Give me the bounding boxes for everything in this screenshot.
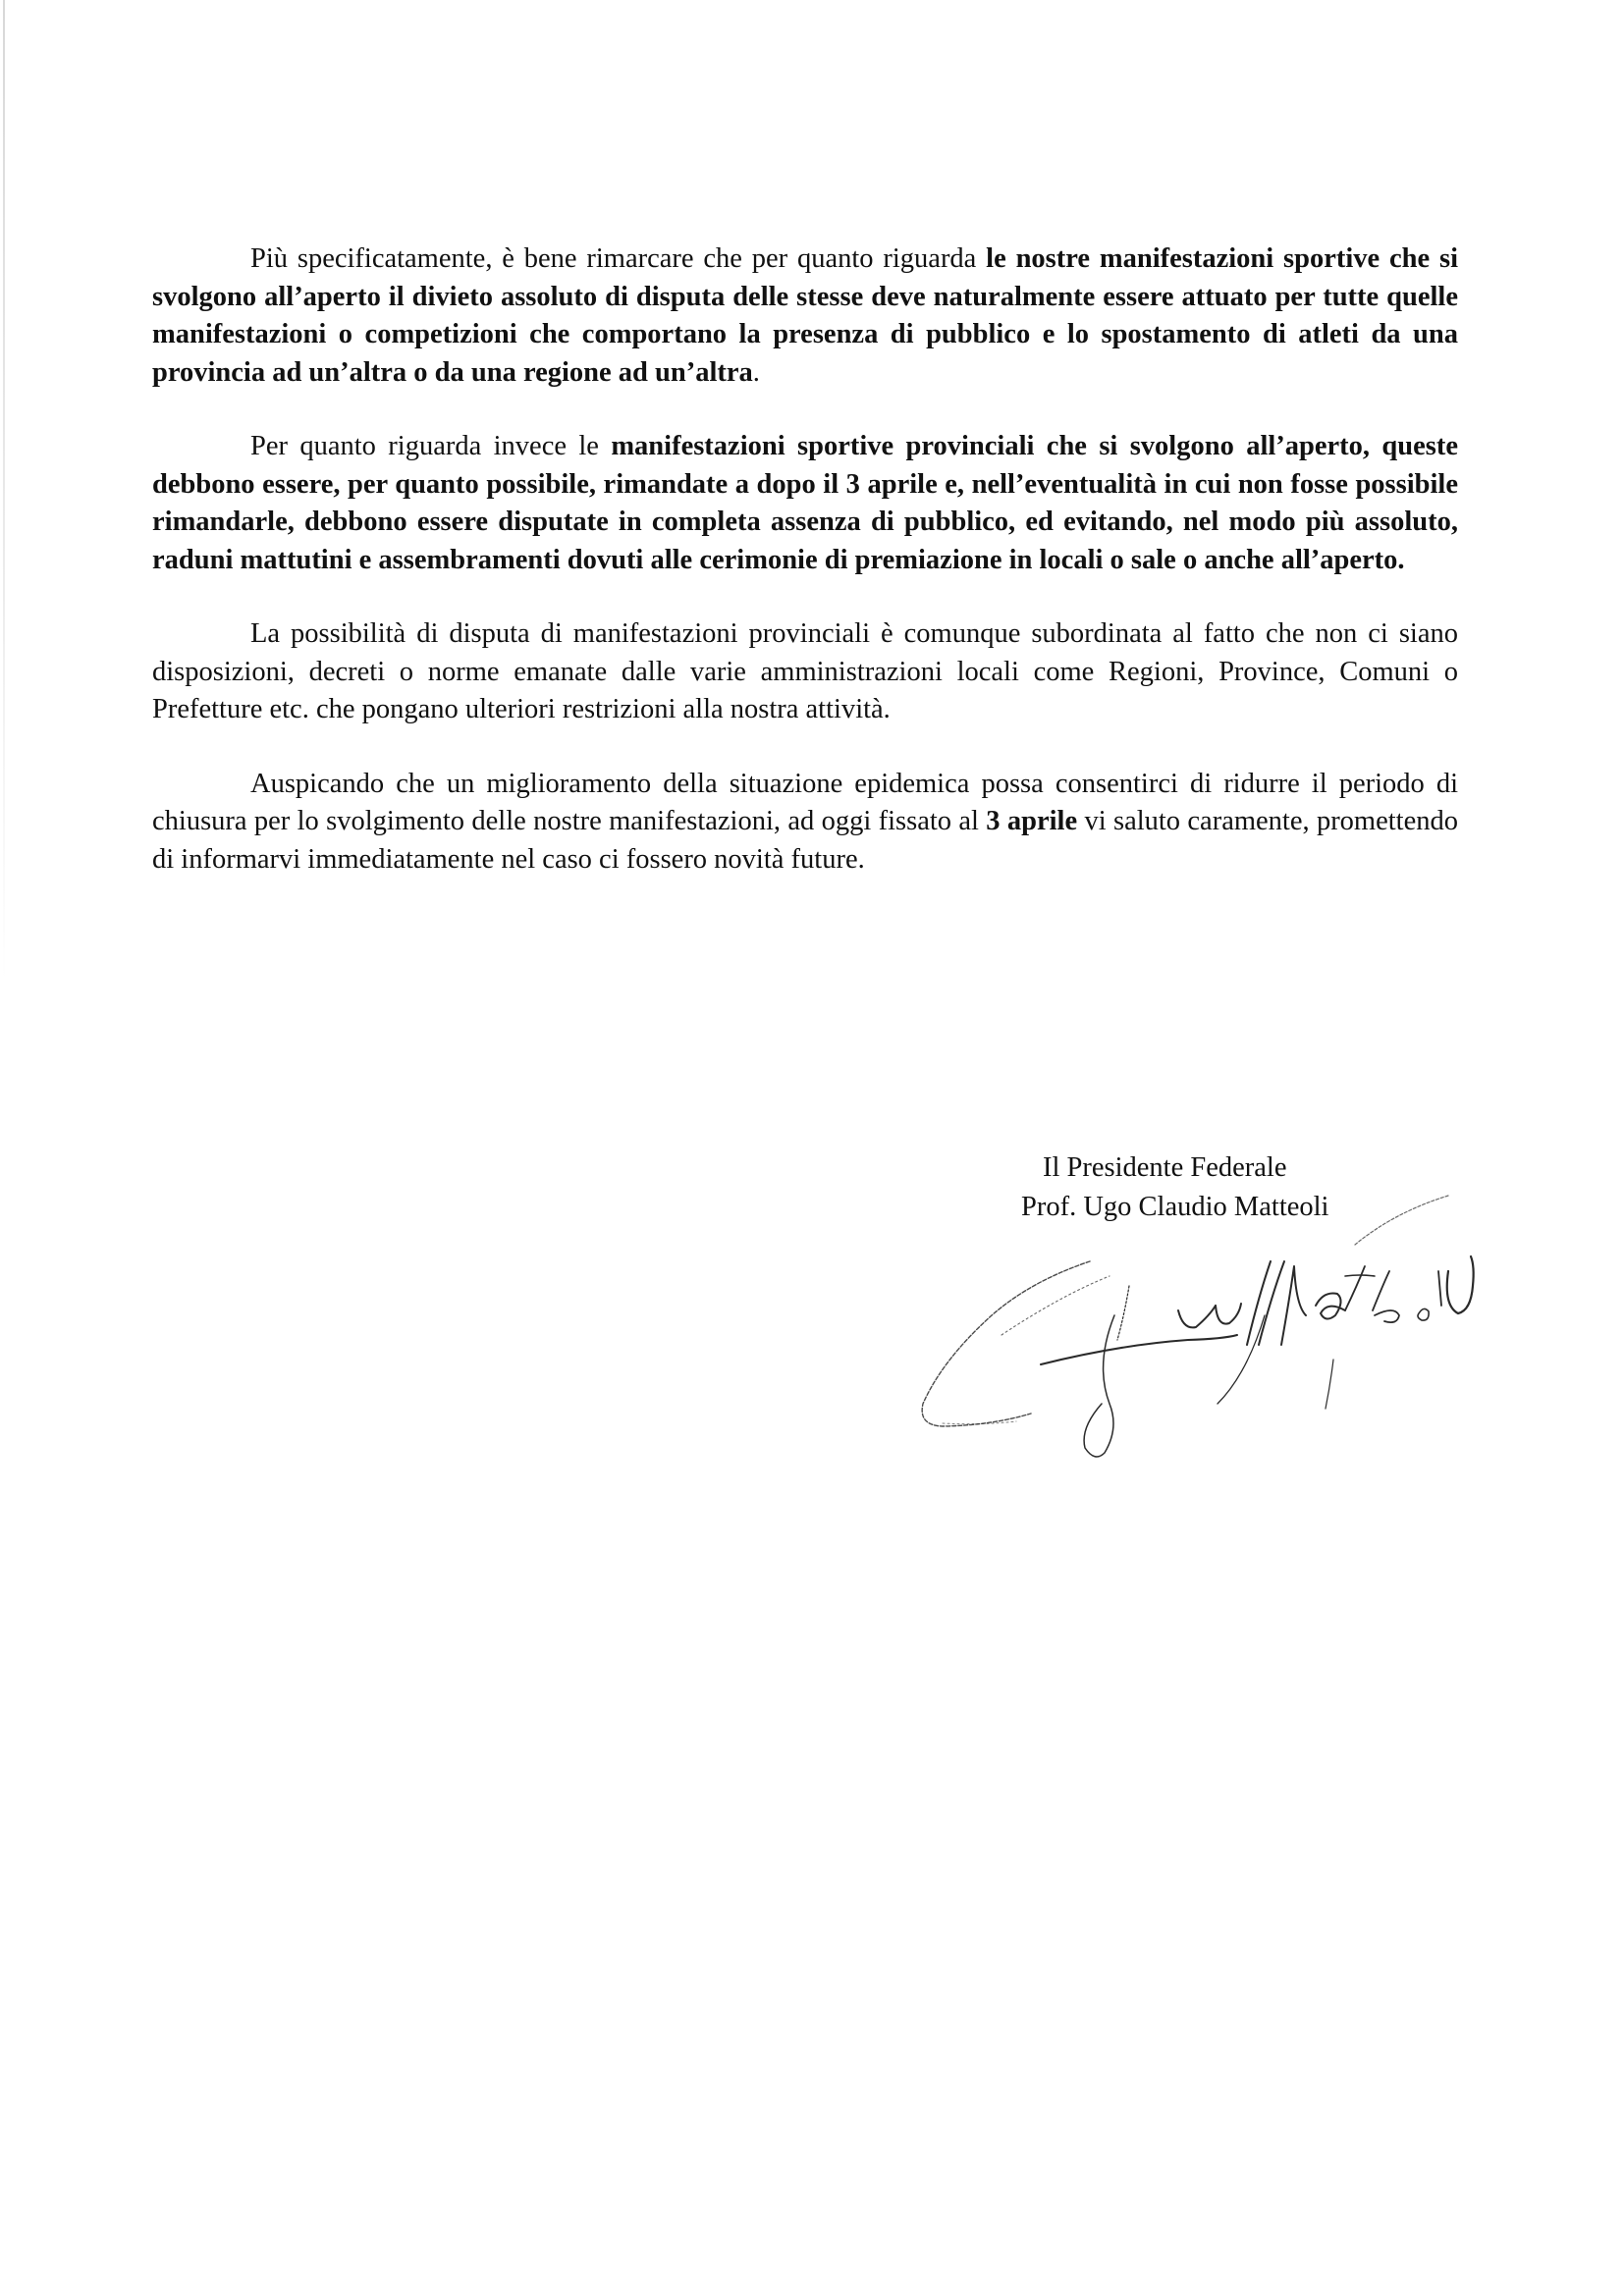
paragraph-closing [152, 766, 1458, 880]
letter-body [152, 240, 1458, 915]
paragraph-3-text: La possibilità di disputa di manifestazioni provinciali è comunque subordinata al fatto che non ci siano disposizioni, decreti o norme emanate dalle varie amministrazioni locali come Regioni, Province, Comuni o Prefetture etc. che pongano ulteriori restrizioni alla nostra attività. [152, 618, 1458, 724]
paragraph-2-intro: Per quanto riguarda invece le [250, 431, 612, 461]
paragraph-4-intro: Auspicando che un miglioramento della situazione epidemica possa consentirci di ridurre il periodo di chiusura per lo svolgimento delle nostre manifestazioni, ad oggi fissato al [152, 768, 1458, 836]
paragraph-4-end: vi saluto caramente, promettendo di informarvi immediatamente nel caso ci fossero novità future. [152, 806, 1458, 875]
handwritten-signature-icon [884, 1168, 1571, 1463]
signer-name: Prof. Ugo Claudio Matteoli [1021, 1192, 1329, 1222]
paragraph-2-emphasis: manifestazioni sportive provinciali che si svolgono all’aperto, queste debbono essere, per quanto possibile, rimandate a dopo il 3 aprile e, nell’eventualità in cui non fosse possibile rimandarle, debbono essere disputate in completa assenza di pubblico, ed evitando, nel modo più assoluto, raduni mattutini e assembramenti dovuti alle cerimonie di premiazione in locali o sale o anche all’aperto. [152, 431, 1458, 575]
scan-edge-divider [3, 0, 5, 982]
paragraph-provincial-events [152, 428, 1458, 579]
signer-title: Il Presidente Federale [1043, 1152, 1287, 1183]
paragraph-1-emphasis: le nostre manifestazioni sportive che si svolgono all’aperto il divieto assoluto di disputa delle stesse deve naturalmente essere attuato per tutte quelle manifestazioni o competizioni che comportano la presenza di pubblico e lo spostamento di atleti da una provincia ad un’altra o da una regione ad un’altra [152, 243, 1458, 388]
paragraph-local-restrictions [152, 615, 1458, 729]
paragraph-4-date: 3 aprile [986, 806, 1078, 836]
paragraph-outdoor-ban [152, 240, 1458, 392]
paragraph-1-end: . [752, 356, 760, 388]
paragraph-1-intro: Più specificatamente, è bene rimarcare che per quanto riguarda [250, 243, 987, 274]
